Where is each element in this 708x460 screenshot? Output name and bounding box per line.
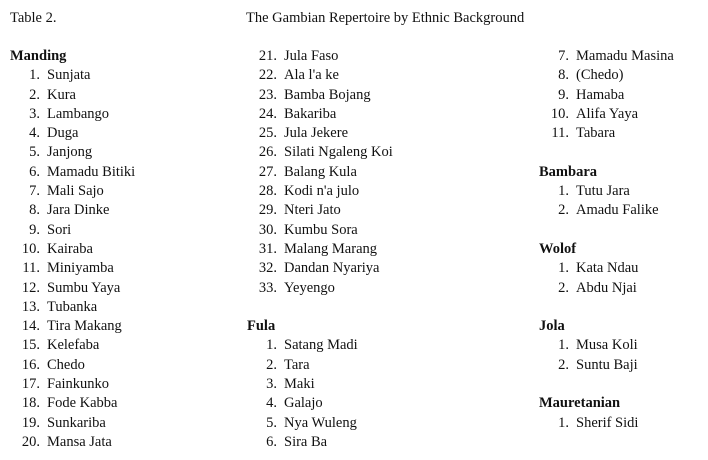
repertoire-item (247, 414, 507, 433)
item-number: 26. (258, 144, 277, 161)
item-number: 18. (21, 395, 40, 412)
group-spacer (539, 298, 704, 317)
item-name: Kodi n'a julo (284, 183, 360, 200)
repertoire-item (10, 221, 240, 240)
repertoire-item (539, 279, 704, 298)
repertoire-item (10, 279, 240, 298)
column-2 (247, 47, 507, 452)
repertoire-item (247, 356, 507, 375)
repertoire-item (10, 124, 240, 143)
ethnic-group-heading: Manding (10, 48, 67, 64)
item-name: Miniyamba (47, 260, 114, 277)
repertoire-item (10, 259, 240, 278)
item-number: 3. (29, 105, 40, 122)
item-number: 5. (29, 144, 40, 161)
repertoire-item (10, 336, 240, 355)
item-name: Tira Makang (47, 318, 122, 335)
repertoire-item (10, 182, 240, 201)
item-number: 17. (21, 376, 40, 393)
repertoire-item (247, 433, 507, 452)
item-number: 1. (29, 67, 40, 84)
item-name: Alifa Yaya (576, 105, 639, 122)
item-name: Nya Wuleng (284, 414, 357, 431)
repertoire-item (247, 66, 507, 85)
repertoire-item (247, 221, 507, 240)
repertoire-item (10, 105, 240, 124)
column-3 (539, 47, 704, 433)
item-name: Sherif Sidi (576, 414, 639, 431)
item-name: Mali Sajo (47, 183, 104, 200)
item-name: Tara (284, 356, 310, 373)
repertoire-item (10, 356, 240, 375)
item-number: 1. (558, 414, 569, 431)
item-number: 25. (258, 125, 277, 142)
item-name: Malang Marang (284, 240, 378, 257)
item-number: 31. (258, 240, 277, 257)
item-number: 28. (258, 183, 277, 200)
item-number: 2. (558, 279, 569, 296)
item-name: Mansa Jata (47, 433, 112, 450)
item-name: Silati Ngaleng Koi (284, 144, 393, 161)
repertoire-item (10, 66, 240, 85)
item-number: 24. (258, 105, 277, 122)
item-name: Mamadu Bitiki (47, 163, 136, 180)
group-spacer (539, 143, 704, 162)
repertoire-item (247, 124, 507, 143)
item-number: 27. (258, 163, 277, 180)
repertoire-item (10, 317, 240, 336)
item-name: Satang Madi (284, 337, 358, 354)
item-name: Yeyengo (284, 279, 335, 296)
item-name: Mamadu Masina (576, 48, 674, 64)
repertoire-item (247, 259, 507, 278)
repertoire-item (247, 105, 507, 124)
item-number: 1. (558, 260, 569, 277)
item-number: 7. (558, 48, 569, 64)
item-name: Dandan Nyariya (284, 260, 380, 277)
repertoire-item (247, 375, 507, 394)
item-name: Maki (284, 376, 315, 393)
ethnic-group-heading: Wolof (539, 240, 577, 257)
repertoire-item (539, 86, 704, 105)
item-name: Kura (47, 86, 76, 103)
item-name: Nteri Jato (284, 202, 341, 219)
item-number: 1. (558, 183, 569, 200)
item-name: Lambango (47, 105, 110, 122)
item-name: (Chedo) (576, 67, 624, 84)
repertoire-item (10, 143, 240, 162)
repertoire-item (10, 375, 240, 394)
item-number: 8. (558, 67, 569, 84)
item-number: 10. (550, 105, 569, 122)
repertoire-item (247, 336, 507, 355)
repertoire-item (539, 414, 704, 433)
item-number: 23. (258, 86, 277, 103)
item-number: 6. (29, 163, 40, 180)
item-number: 9. (558, 86, 569, 103)
item-name: Suntu Baji (576, 356, 638, 373)
item-number: 15. (21, 337, 40, 354)
ethnic-group-heading: Bambara (539, 163, 597, 180)
item-number: 33. (258, 279, 277, 296)
item-number: 11. (22, 260, 40, 277)
item-name: Amadu Falike (576, 202, 659, 219)
item-number: 30. (258, 221, 277, 238)
repertoire-item (539, 47, 704, 66)
item-number: 19. (21, 414, 40, 431)
item-number: 10. (21, 240, 40, 257)
repertoire-item (539, 105, 704, 124)
item-name: Jara Dinke (47, 202, 110, 219)
item-number: 2. (266, 356, 277, 373)
group-spacer (539, 375, 704, 394)
item-name: Balang Kula (284, 163, 357, 180)
item-name: Galajo (284, 395, 323, 412)
item-number: 16. (21, 356, 40, 373)
repertoire-item (539, 356, 704, 375)
item-name: Sunkariba (47, 414, 106, 431)
repertoire-item (539, 182, 704, 201)
item-number: 8. (29, 202, 40, 219)
item-name: Sumbu Yaya (47, 279, 121, 296)
item-name: Fode Kabba (47, 395, 118, 412)
item-number: 12. (21, 279, 40, 296)
repertoire-item (10, 86, 240, 105)
ethnic-group-heading: Jola (539, 318, 565, 335)
item-name: Chedo (47, 356, 85, 373)
item-number: 4. (29, 125, 40, 142)
item-name: Bakariba (284, 105, 337, 122)
item-name: Jula Faso (284, 48, 339, 64)
item-number: 2. (558, 356, 569, 373)
item-name: Tubanka (47, 298, 98, 315)
item-name: Kairaba (47, 240, 93, 257)
item-number: 7. (29, 183, 40, 200)
repertoire-item (10, 201, 240, 220)
repertoire-item (247, 182, 507, 201)
item-number: 1. (558, 337, 569, 354)
repertoire-item (10, 163, 240, 182)
repertoire-item (247, 279, 507, 298)
repertoire-item (10, 298, 240, 317)
ethnic-group-heading: Mauretanian (539, 395, 621, 412)
column-1 (10, 47, 240, 452)
repertoire-item (539, 336, 704, 355)
repertoire-item (247, 240, 507, 259)
repertoire-item (539, 259, 704, 278)
item-number: 6. (266, 433, 277, 450)
item-number: 1. (266, 337, 277, 354)
item-number: 21. (258, 48, 277, 64)
item-number: 29. (258, 202, 277, 219)
item-name: Sira Ba (284, 433, 328, 450)
repertoire-item (10, 414, 240, 433)
item-name: Duga (47, 125, 79, 142)
repertoire-item (247, 394, 507, 413)
group-spacer (247, 298, 507, 317)
item-number: 14. (21, 318, 40, 335)
ethnic-group-heading: Fula (247, 318, 276, 335)
item-name: Sori (47, 221, 72, 238)
repertoire-item (539, 124, 704, 143)
item-name: Ala l'a ke (284, 67, 339, 84)
item-name: Musa Koli (576, 337, 638, 354)
repertoire-item (247, 163, 507, 182)
table-label: Table 2. (10, 10, 57, 26)
item-number: 32. (258, 260, 277, 277)
repertoire-item (247, 201, 507, 220)
repertoire-item (247, 86, 507, 105)
repertoire-item (10, 433, 240, 452)
item-number: 2. (558, 202, 569, 219)
repertoire-item (247, 47, 507, 66)
item-name: Tutu Jara (576, 183, 630, 200)
table-title: The Gambian Repertoire by Ethnic Background (246, 10, 525, 26)
item-name: Abdu Njai (576, 279, 637, 296)
item-name: Kelefaba (47, 337, 100, 354)
repertoire-item (10, 394, 240, 413)
group-spacer (539, 221, 704, 240)
item-number: 13. (21, 298, 40, 315)
item-name: Jula Jekere (284, 125, 349, 142)
item-number: 22. (258, 67, 277, 84)
item-number: 9. (29, 221, 40, 238)
item-name: Kumbu Sora (284, 221, 358, 238)
item-name: Bamba Bojang (284, 86, 371, 103)
repertoire-item (10, 240, 240, 259)
item-name: Tabara (576, 125, 616, 142)
repertoire-item (539, 201, 704, 220)
item-number: 2. (29, 86, 40, 103)
item-number: 11. (551, 125, 569, 142)
item-name: Sunjata (47, 67, 91, 84)
item-number: 4. (266, 395, 277, 412)
item-name: Hamaba (576, 86, 625, 103)
item-number: 5. (266, 414, 277, 431)
repertoire-item (539, 66, 704, 85)
item-name: Janjong (47, 144, 93, 161)
repertoire-item (247, 143, 507, 162)
item-name: Kata Ndau (576, 260, 639, 277)
item-number: 20. (21, 433, 40, 450)
item-number: 3. (266, 376, 277, 393)
item-name: Fainkunko (47, 376, 110, 393)
